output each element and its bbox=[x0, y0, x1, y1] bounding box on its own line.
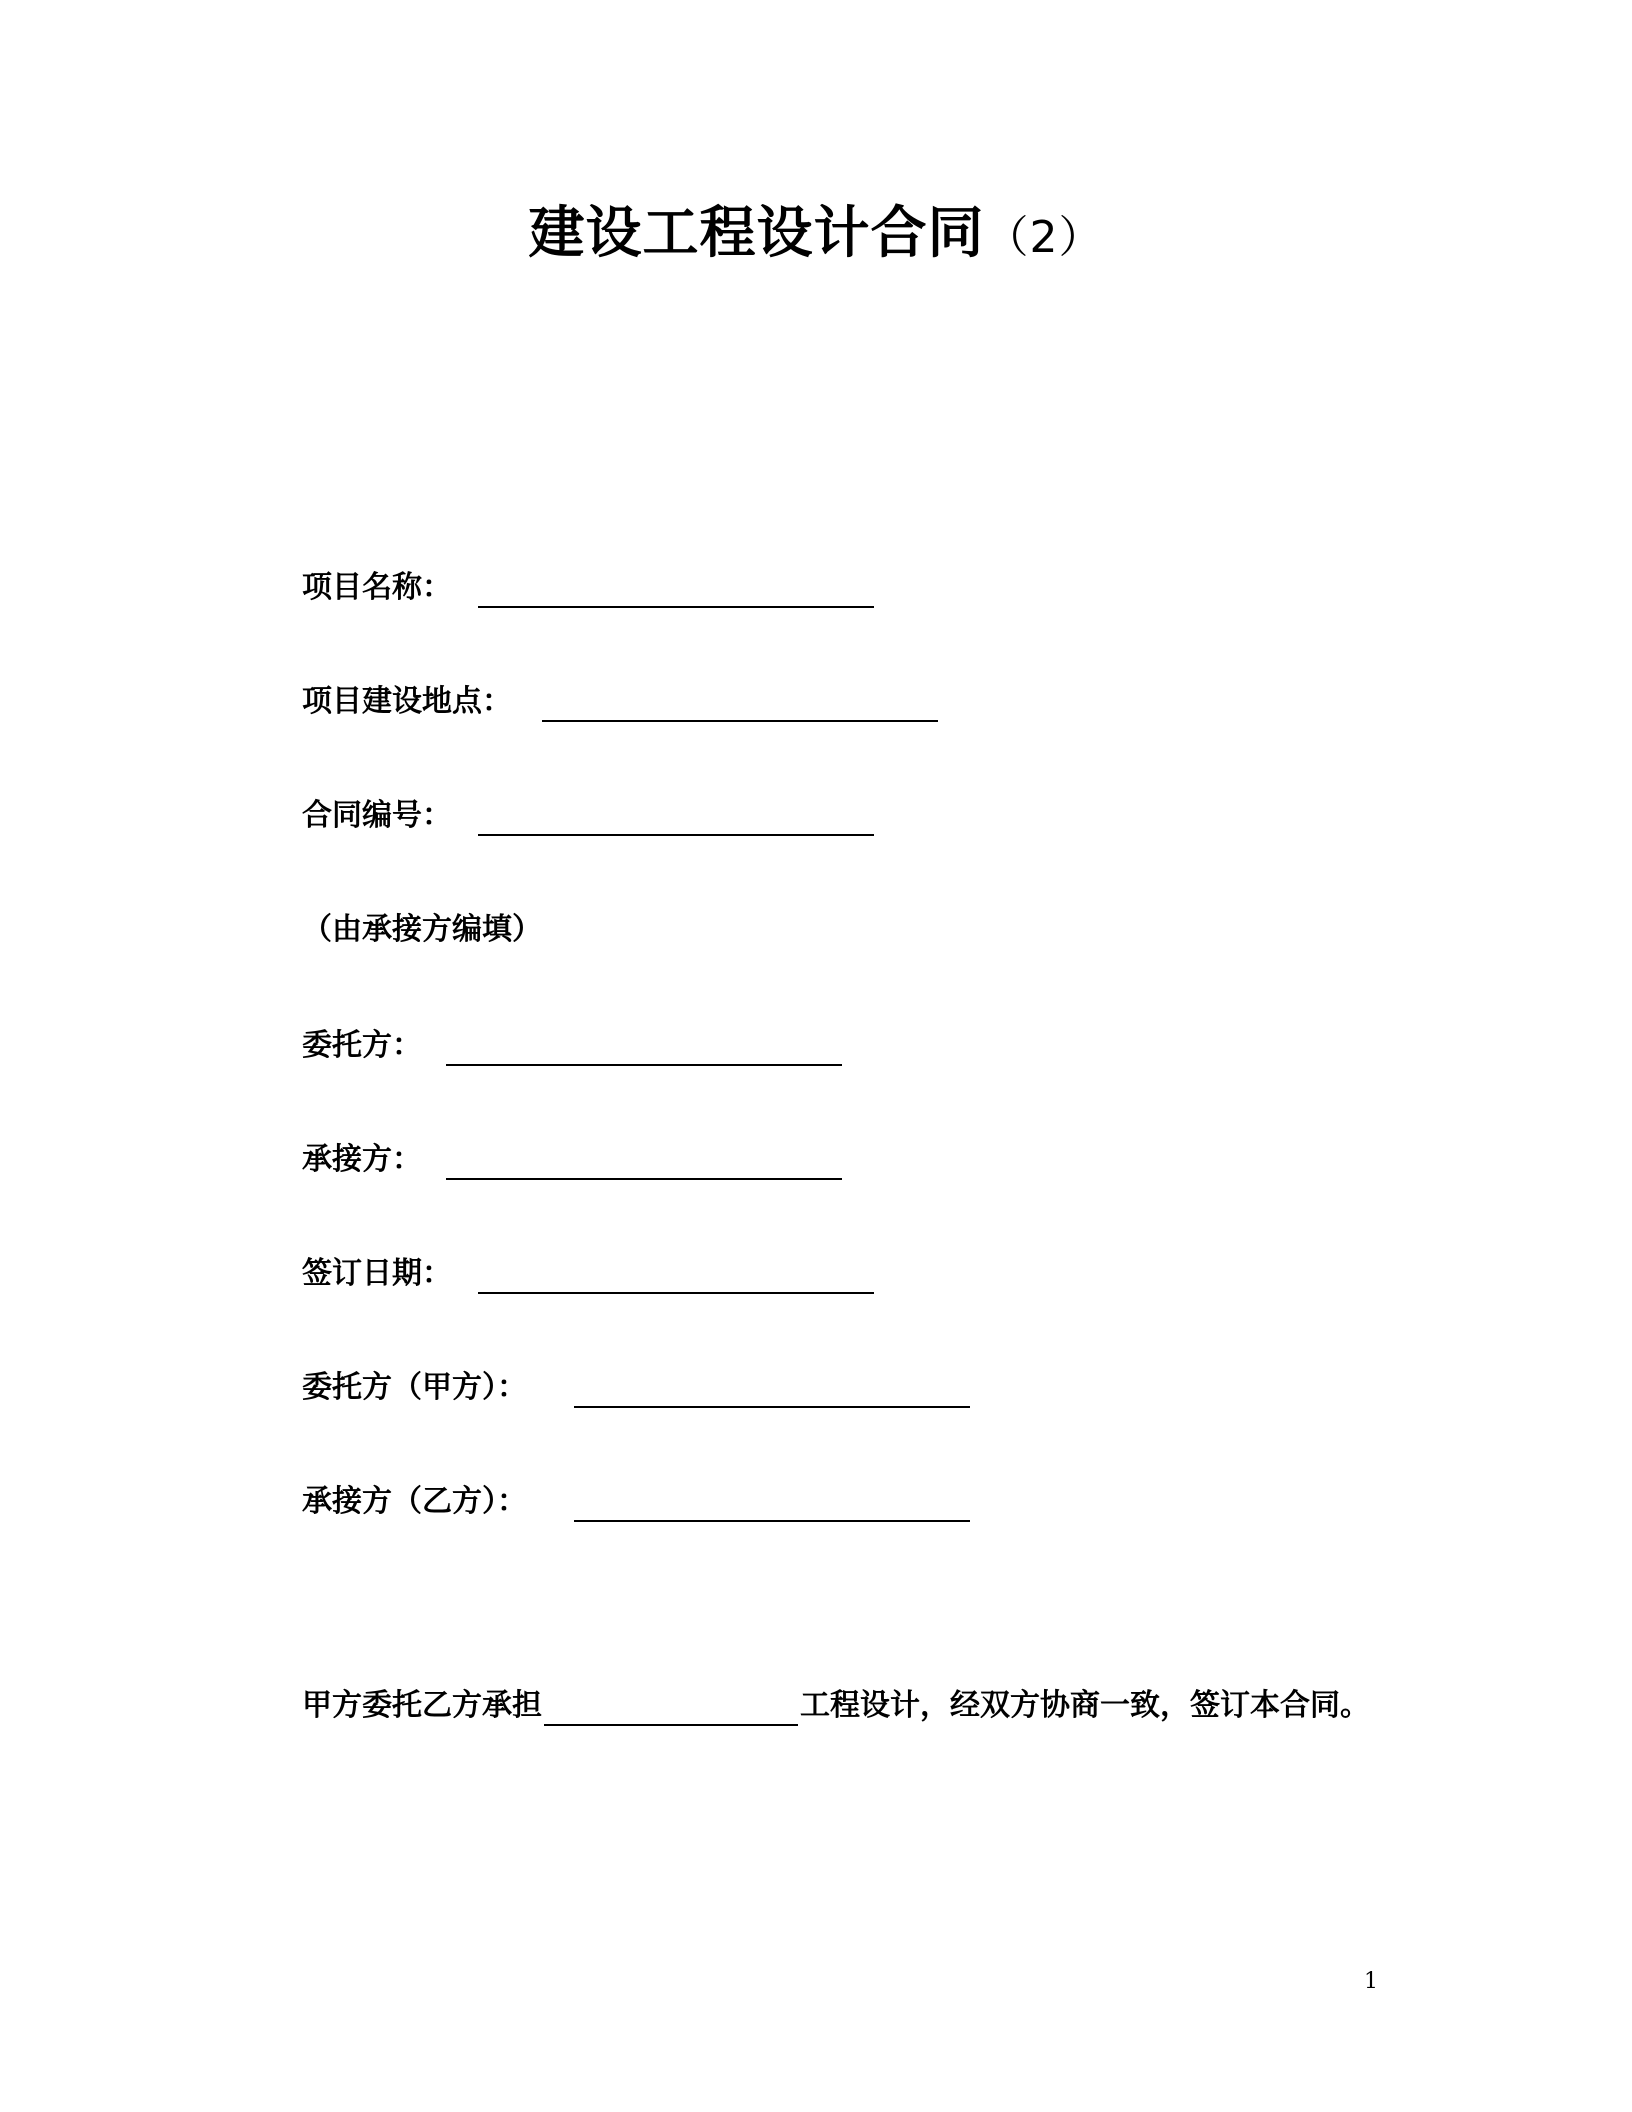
field-label: 签订日期： bbox=[302, 1256, 452, 1291]
contract-number-blank[interactable] bbox=[478, 834, 874, 836]
preamble-after: 工程设计，经双方协商一致，签订本合同。 bbox=[800, 1688, 1370, 1723]
title-suffix: （2） bbox=[984, 212, 1104, 263]
signing-date-blank[interactable] bbox=[478, 1292, 874, 1294]
party-a-blank[interactable] bbox=[574, 1406, 970, 1408]
document-title bbox=[0, 198, 1632, 274]
field-signing-date bbox=[302, 1254, 452, 1294]
project-location-blank[interactable] bbox=[542, 720, 938, 722]
field-label: 项目建设地点： bbox=[302, 684, 512, 719]
field-label: 合同编号： bbox=[302, 798, 452, 833]
field-label: 项目名称： bbox=[302, 570, 452, 605]
field-label: 委托方（甲方）： bbox=[302, 1370, 527, 1405]
project-name-blank[interactable] bbox=[478, 606, 874, 608]
field-project-name bbox=[302, 568, 452, 608]
field-contract-number bbox=[302, 796, 452, 836]
field-party-b bbox=[302, 1482, 527, 1522]
contract-preamble bbox=[302, 1686, 1370, 1726]
page-number: 1 bbox=[1364, 1969, 1378, 1994]
contractor-blank[interactable] bbox=[446, 1178, 842, 1180]
field-party-a bbox=[302, 1368, 527, 1408]
filled-by-contractor-note: （由承接方编填） bbox=[302, 912, 542, 947]
project-blank[interactable] bbox=[544, 1690, 798, 1726]
field-project-location bbox=[302, 682, 512, 722]
preamble-before: 甲方委托乙方承担 bbox=[302, 1688, 542, 1723]
field-label: 委托方： bbox=[302, 1028, 422, 1063]
client-blank[interactable] bbox=[446, 1064, 842, 1066]
party-b-blank[interactable] bbox=[574, 1520, 970, 1522]
title-text: 建设工程设计合同 bbox=[528, 201, 985, 266]
field-contractor bbox=[302, 1140, 422, 1180]
field-client bbox=[302, 1026, 422, 1066]
field-label: 承接方： bbox=[302, 1142, 422, 1177]
field-label: 承接方（乙方）： bbox=[302, 1484, 527, 1519]
